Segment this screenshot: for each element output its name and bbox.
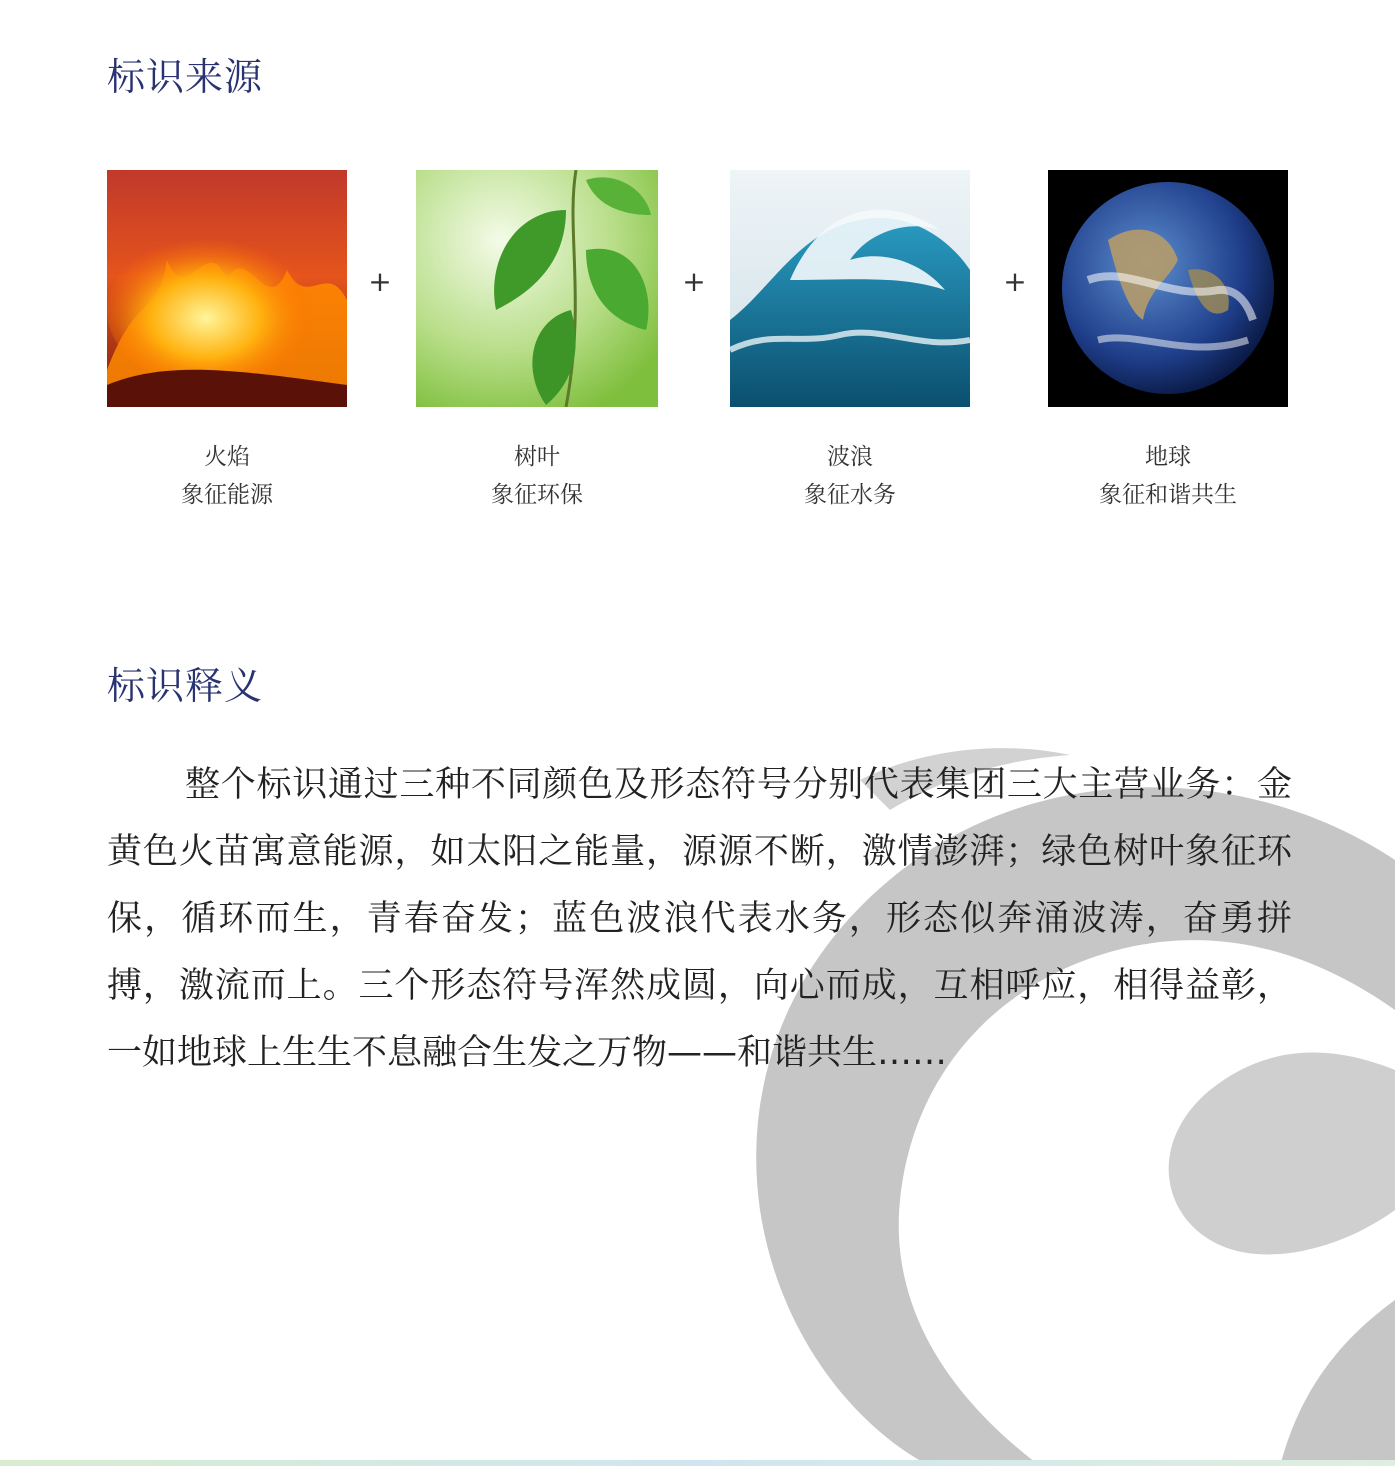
caption-leaf xyxy=(407,438,667,514)
caption-wave-meaning: 象征水务 xyxy=(804,482,896,508)
section-title-source: 标识来源 xyxy=(107,55,264,99)
plus-sign-1: + xyxy=(368,265,392,298)
wave-image xyxy=(730,170,970,407)
caption-leaf-meaning: 象征环保 xyxy=(491,482,583,508)
section-title-meaning: 标识释义 xyxy=(107,664,264,708)
caption-earth-name: 地球 xyxy=(1145,444,1191,470)
leaf-image xyxy=(416,170,658,407)
caption-earth-meaning: 象征和谐共生 xyxy=(1099,482,1237,508)
fire-image xyxy=(107,170,347,407)
caption-fire-name: 火焰 xyxy=(204,444,250,470)
caption-fire-meaning: 象征能源 xyxy=(181,482,273,508)
description-paragraph: 整个标识通过三种不同颜色及形态符号分别代表集团三大主营业务：金黄色火苗寓意能源，如太阳之能量，源源不断，激情澎湃；绿色树叶象征环保，循环而生，青春奋发；蓝色波浪代表水务，形态似奔涌波涛，奋勇拼搏，激流而上。三个形态符号浑然成圆，向心而成，互相呼应，相得益彰，一如地球上生生不息融合生发之万物——和谐共生…… xyxy=(107,765,1292,1073)
bottom-strip xyxy=(0,1460,1395,1466)
caption-fire xyxy=(97,438,357,514)
earth-image xyxy=(1048,170,1288,407)
caption-earth xyxy=(1038,438,1298,514)
caption-wave-name: 波浪 xyxy=(827,444,873,470)
plus-sign-2: + xyxy=(682,265,706,298)
caption-leaf-name: 树叶 xyxy=(514,444,560,470)
caption-wave xyxy=(720,438,980,514)
plus-sign-3: + xyxy=(1003,265,1027,298)
